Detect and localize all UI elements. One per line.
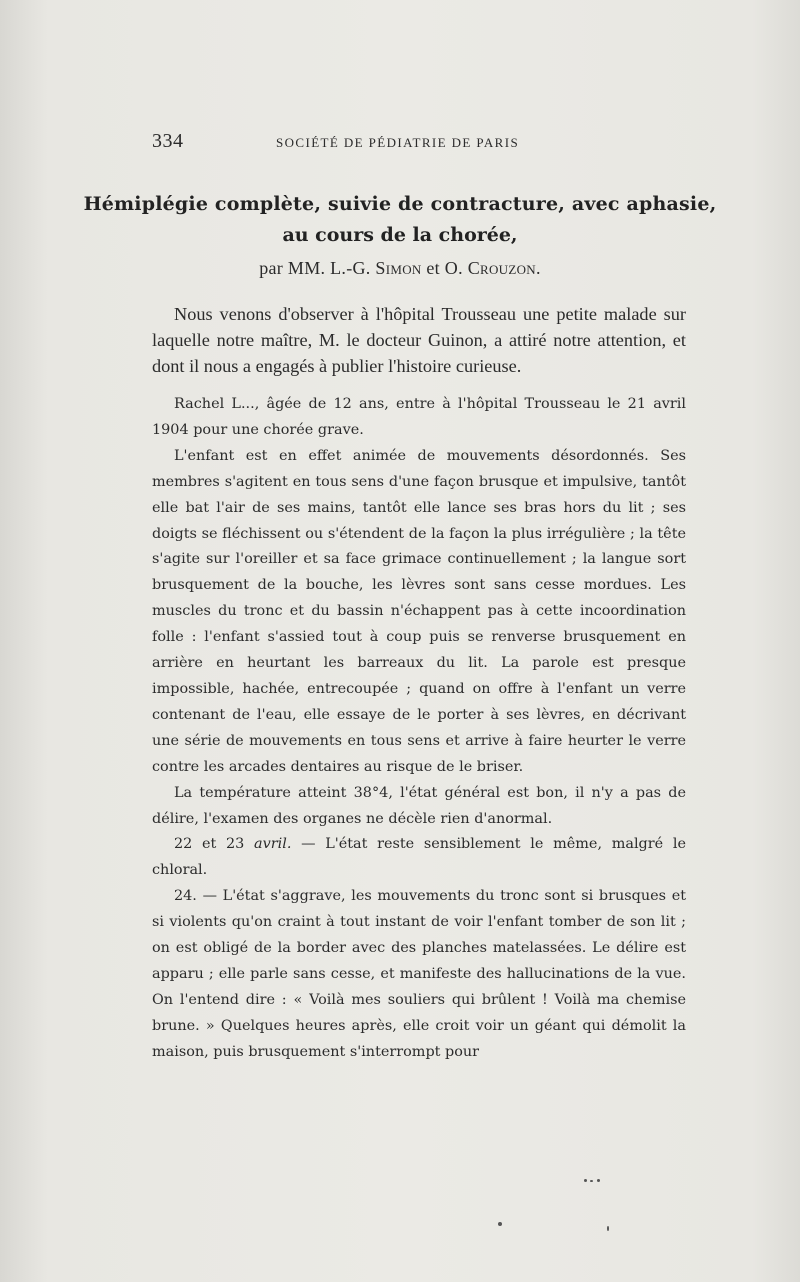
authors-conj: et O.: [421, 258, 468, 278]
print-speck: [498, 1222, 502, 1226]
case-report-body: [152, 392, 686, 1066]
author-simon: Simon: [375, 258, 422, 278]
article-authors: [0, 258, 800, 279]
paragraph-symptoms: L'enfant est en effet animée de mouvements désordonnés. Ses membres s'agitent en tous sens d'une façon brusque et impulsive, tantôt elle bat l'air de ses mains, tantôt elle lance ses bras hors du lit ; ses doigts se fléchissent ou s'étendent de la façon la plus irrégulière ; la tête s'agite sur l'oreiller et sa face grimace continuellement ; la langue sort brusquement de la bouche, les lèvres sont sans cesse mordues. Les muscles du tronc et du bassin n'échappent pas à cette incoordination folle : l'enfant s'assied tout à coup puis se renverse brusquement en arrière en heurtant les barreaux du lit. La parole est presque impossible, hachée, entrecoupée ; quand on offre à l'enfant un verre contenant de l'eau, elle essaye de le porter à ses lèvres, en décrivant une série de mouvements en tous sens et arrive à faire heurter le verre contre les arcades dentaires au risque de le briser.: [152, 447, 686, 775]
date-april-22-23: 22 et 23: [174, 836, 255, 853]
print-speck: [590, 1180, 593, 1182]
intro-paragraph: Nous venons d'observer à l'hôpital Trousseau une petite malade sur laquelle notre maître, M. le docteur Guinon, a attiré notre attention, et dont il nous a engagés à publier l'histoire curieuse.: [152, 304, 686, 377]
paragraph-admission: Rachel L..., âgée de 12 ans, entre à l'hôpital Trousseau le 21 avril 1904 pour une chorée grave.: [152, 396, 686, 438]
page-number: 334: [152, 130, 184, 152]
paragraph-april-22-23: [152, 832, 686, 884]
print-speck: [584, 1179, 587, 1182]
author-crouzon: Crouzon: [467, 258, 536, 278]
april-22-23-text: — L'état reste sensiblement le même, malgré le chloral.: [152, 836, 686, 879]
running-head: SOCIÉTÉ DE PÉDIATRIE DE PARIS: [276, 135, 520, 150]
authors-prefix: par MM. L.-G.: [259, 258, 376, 278]
article-title-line-1: Hémiplégie complète, suivie de contracture, avec aphasie,: [83, 193, 717, 215]
paragraph-day-24: 24. — L'état s'aggrave, les mouvements du tronc sont si brusques et si violents qu'on craint à tout instant de voir l'enfant tomber de son lit ; on est obligé de la border avec des planches matelassées. Le délire est apparu ; elle parle sans cesse, et manifeste des hallucinations de la vue. On l'entend dire : « Voilà mes souliers qui brûlent ! Voilà ma chemise brune. » Quelques heures après, elle croit voir un géant qui démolit la maison, puis brusquement s'interrompt pour: [152, 888, 686, 1060]
month-april: avril.: [254, 836, 292, 853]
paragraph-temperature: La température atteint 38°4, l'état général est bon, il n'y a pas de délire, l'examen des organes ne décèle rien d'anormal.: [152, 784, 686, 827]
intro-block: [152, 301, 686, 380]
page-header: [152, 130, 682, 156]
authors-suffix: .: [535, 258, 541, 278]
article-title-line-2: au cours de la chorée,: [282, 224, 518, 246]
print-speck: [607, 1226, 609, 1231]
print-speck: [597, 1179, 600, 1182]
